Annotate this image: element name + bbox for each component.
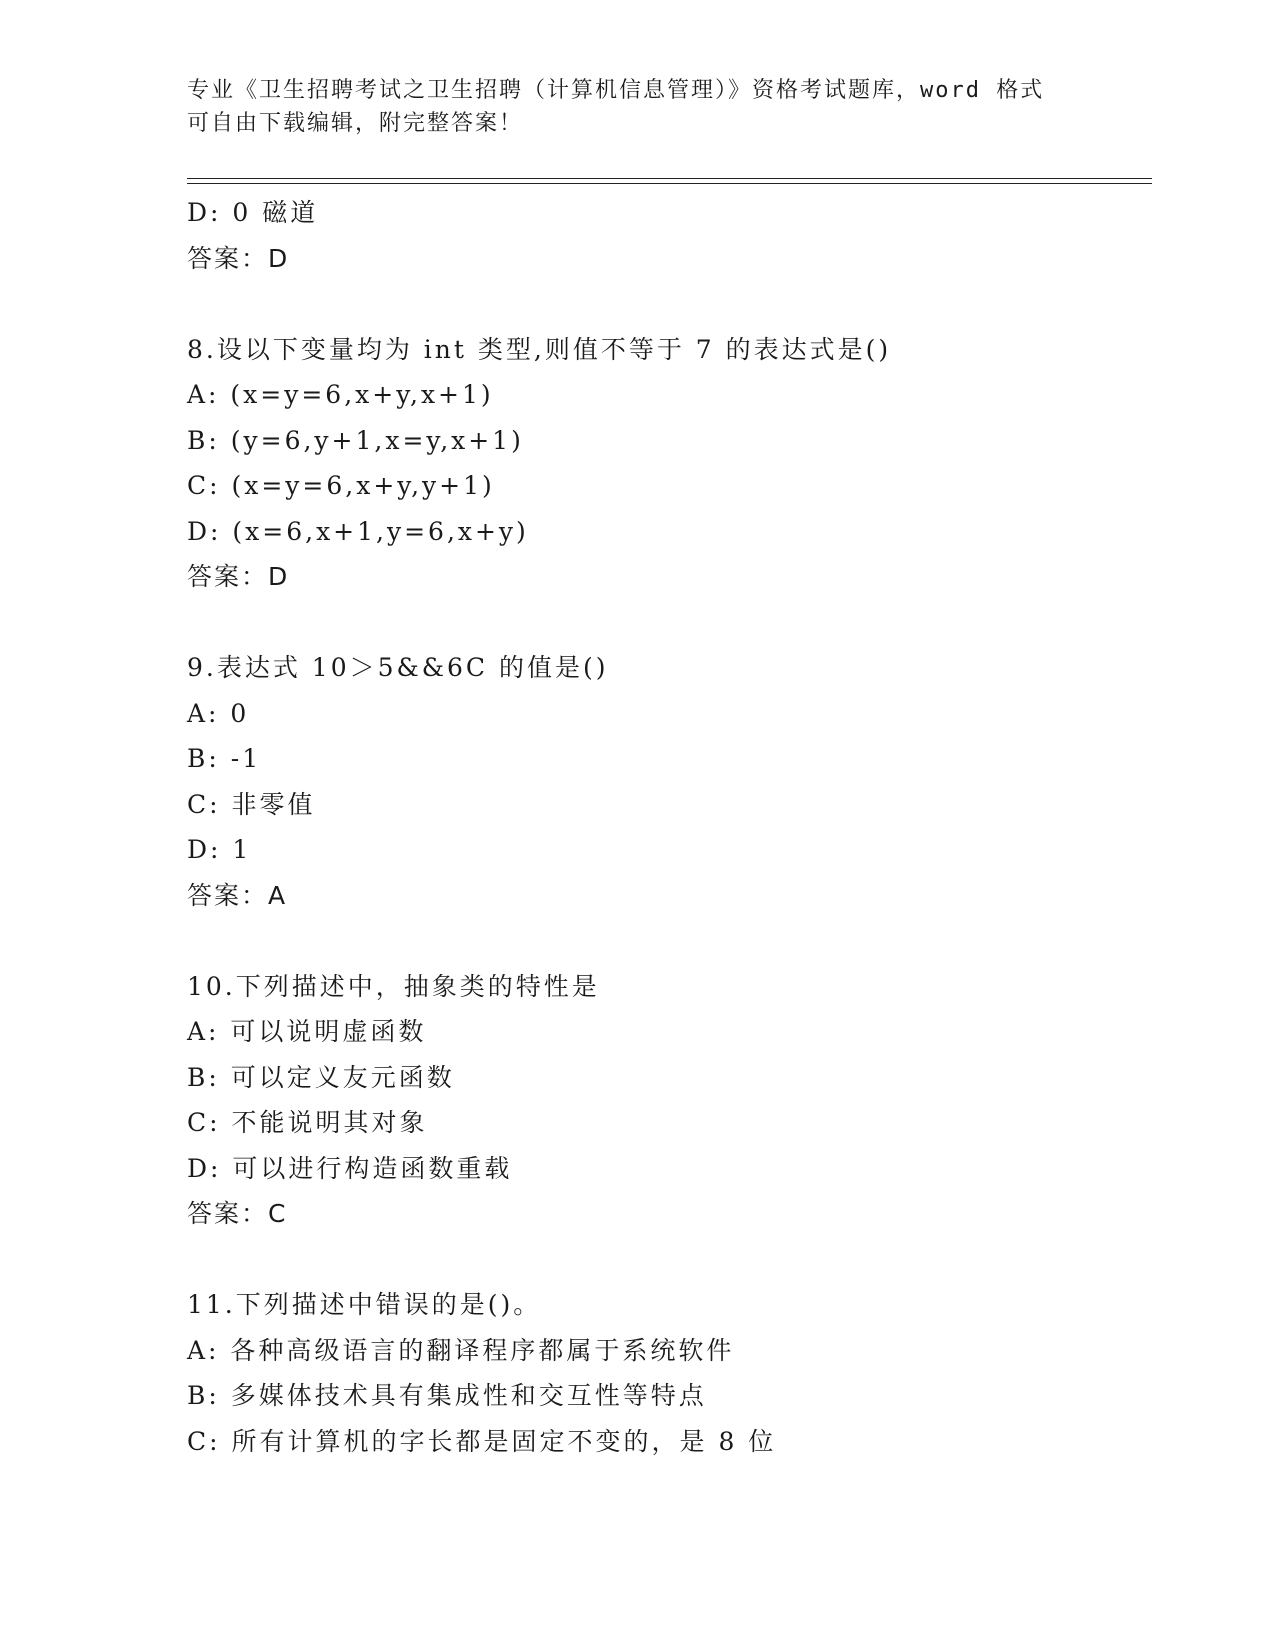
question-list xyxy=(187,190,1147,1464)
header-line-2: 可自由下载编辑，附完整答案！ xyxy=(187,111,524,136)
question-stem: 9.表达式 10＞5&&6C 的值是() xyxy=(187,653,609,682)
spacer xyxy=(187,600,1147,646)
header-divider-top xyxy=(187,178,1152,179)
option-b: B: -1 xyxy=(187,744,262,773)
question-8 xyxy=(187,327,1147,600)
option-a: A: (x=y=6,x+y,x+1) xyxy=(187,380,494,409)
spacer xyxy=(187,281,1147,327)
option-c: C: 不能说明其对象 xyxy=(187,1108,428,1137)
option-a: A: 各种高级语言的翻译程序都属于系统软件 xyxy=(187,1335,735,1365)
option-a: A: 0 xyxy=(187,698,250,728)
option-a: A: 可以说明虚函数 xyxy=(187,1017,427,1046)
option-b: B: (y=6,y+1,x=y,x+1) xyxy=(187,425,524,455)
previous-question-tail xyxy=(187,190,1147,281)
spacer xyxy=(187,918,1147,964)
question-9 xyxy=(187,645,1147,918)
answer: 答案：D xyxy=(187,243,290,273)
question-11 xyxy=(187,1282,1147,1464)
answer: 答案：C xyxy=(187,1199,288,1228)
option-d: D: 1 xyxy=(187,835,252,864)
document-header xyxy=(187,74,1087,140)
option-b: B: 可以定义友元函数 xyxy=(187,1062,455,1092)
option-d: D: (x=6,x+1,y=6,x+y) xyxy=(187,516,529,546)
option-c: C: 所有计算机的字长都是固定不变的，是 8 位 xyxy=(187,1426,777,1456)
option-c: C: (x=y=6,x+y,y+1) xyxy=(187,471,495,500)
answer: 答案：D xyxy=(187,562,290,591)
spacer xyxy=(187,1237,1147,1283)
question-stem: 8.设以下变量均为 int 类型,则值不等于 7 的表达式是() xyxy=(187,334,892,364)
header-line-1: 专业《卫生招聘考试之卫生招聘（计算机信息管理）》资格考试题库，word 格式 xyxy=(187,78,1045,103)
question-10 xyxy=(187,964,1147,1237)
question-stem: 11.下列描述中错误的是()。 xyxy=(187,1290,542,1319)
option-d: D: 可以进行构造函数重载 xyxy=(187,1153,513,1183)
answer: 答案：A xyxy=(187,880,288,910)
header-divider-bottom xyxy=(187,183,1152,184)
question-stem: 10.下列描述中，抽象类的特性是 xyxy=(187,971,600,1001)
option-b: B: 多媒体技术具有集成性和交互性等特点 xyxy=(187,1381,707,1410)
option-d: D: 0 磁道 xyxy=(187,198,319,227)
option-c: C: 非零值 xyxy=(187,789,316,819)
